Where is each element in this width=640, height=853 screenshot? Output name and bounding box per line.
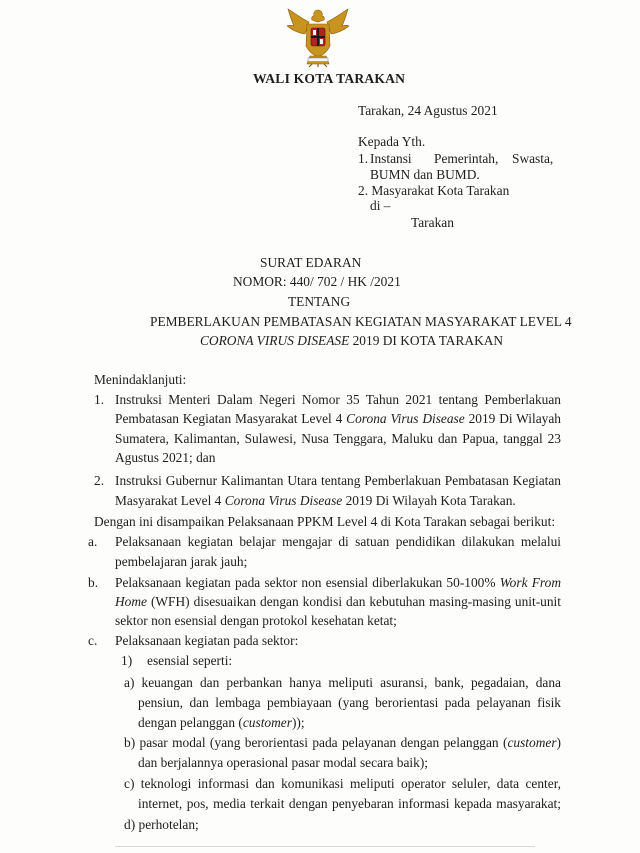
item-a-line-2: pembelajaran jarak jauh; bbox=[115, 554, 248, 569]
sub-a-line-3-a: dengan pelanggan ( bbox=[138, 715, 243, 730]
item-b-line-2 bbox=[115, 593, 561, 610]
point-1-line-1: Instruksi Menteri Dalam Negeri Nomor 35 Tahun 2021 tentang Pemberlakuan bbox=[115, 392, 561, 407]
item-c-number: c. bbox=[88, 633, 98, 648]
point-1-line-4: Agustus 2021; dan bbox=[115, 450, 216, 465]
item-b-line-1-a: Pelaksanaan kegiatan pada sektor non esensial diberlakukan 50-100% bbox=[115, 575, 500, 590]
heading-subject-line-1: PEMBERLAKUAN PEMBATASAN KEGIATAN MASYARAKAT LEVEL 4 bbox=[150, 314, 572, 329]
item-b-number: b. bbox=[88, 575, 99, 590]
point-1-number: 1. bbox=[94, 392, 105, 407]
point-2-number: 2. bbox=[94, 473, 105, 488]
point-1-line-2-italic: Corona Virus Disease bbox=[346, 411, 465, 426]
sub-b-line-1-b: ) bbox=[556, 735, 561, 750]
item-a-line-1: Pelaksanaan kegiatan belajar mengajar di satuan pendidikan dilakukan melalui bbox=[115, 534, 561, 549]
point-2-line-2-b: 2019 Di Wilayah Kota Tarakan. bbox=[342, 493, 516, 508]
item-b-line-3: sektor non esensial dengan protokol kesehatan ketat; bbox=[115, 613, 397, 628]
recipient-item-1-word-c: Swasta, bbox=[512, 151, 554, 166]
point-2-line-2-a: Masyarakat Level 4 bbox=[115, 493, 225, 508]
point-1-line-2 bbox=[115, 410, 561, 427]
item-b-line-2-italic: Home bbox=[115, 594, 147, 609]
sub-a-line-2: pensiun, dan lembaga pembiayaan (yang berorientasi pada pelayanan fisik bbox=[138, 695, 561, 710]
heading-subject-rest: 2019 DI KOTA TARAKAN bbox=[349, 333, 504, 348]
recipient-item-1-word-a: Instansi bbox=[370, 151, 412, 166]
sub-a-line-1: a) keuangan dan perbankan hanya meliputi asuransi, bank, pegadaian, dana bbox=[124, 675, 561, 690]
sub-c-line-1: c) teknologi informasi dan komunikasi meliputi operator seluler, data center, bbox=[124, 776, 561, 791]
item-c1-number: 1) bbox=[121, 653, 133, 668]
item-b-line-1 bbox=[115, 574, 561, 591]
sub-c-line-2: internet, pos, media terkait dengan penyebaran informasi kepada masyarakat; bbox=[138, 796, 561, 811]
recipient-item-1-num: 1. bbox=[358, 151, 369, 166]
heading-subject-italic: CORONA VIRUS DISEASE bbox=[200, 333, 350, 348]
sub-b-line-1 bbox=[124, 734, 561, 751]
letterhead-title: WALI KOTA TARAKAN bbox=[253, 71, 406, 86]
intro-text: Menindaklanjuti: bbox=[94, 372, 187, 387]
point-2-line-2 bbox=[115, 492, 516, 509]
page-bottom-edge bbox=[115, 846, 535, 847]
recipient-item-2: 2. Masyarakat Kota Tarakan bbox=[358, 183, 510, 198]
heading-subject-line-2 bbox=[200, 332, 503, 349]
point-2-line-2-italic: Corona Virus Disease bbox=[224, 493, 343, 508]
sub-d-line-1: d) perhotelan; bbox=[124, 817, 199, 832]
sub-b-line-2: dan berjalannya operasional pasar modal secara baik); bbox=[138, 755, 428, 770]
item-b-line-1-italic: Work From bbox=[499, 575, 561, 590]
item-c-line-1: Pelaksanaan kegiatan pada sektor: bbox=[115, 633, 299, 648]
letter-date: Tarakan, 24 Agustus 2021 bbox=[358, 103, 498, 118]
sub-a-line-3-b: )); bbox=[291, 715, 305, 730]
point-1-line-2-a: Pembatasan Kegiatan Masyarakat Level 4 bbox=[115, 411, 347, 426]
heading-surat-edaran: SURAT EDARAN bbox=[260, 255, 362, 270]
sub-b-line-1-a: b) pasar modal (yang berorientasi pada pelayanan dengan pelanggan ( bbox=[124, 735, 508, 750]
heading-tentang: TENTANG bbox=[288, 294, 351, 309]
point-1-line-2-b: 2019 Di Wilayah bbox=[464, 411, 562, 426]
point-1-line-3: Sumatera, Kalimantan, Sulawesi, Nusa Tenggara, Maluku dan Papua, tanggal 23 bbox=[115, 431, 561, 446]
garuda-emblem-icon bbox=[285, 6, 351, 68]
recipient-item-1-line-2: BUMN dan BUMD. bbox=[370, 167, 480, 182]
announce-text: Dengan ini disampaikan Pelaksanaan PPKM Level 4 di Kota Tarakan sebagai berikut: bbox=[94, 514, 556, 529]
sub-b-line-1-italic: customer bbox=[507, 735, 557, 750]
sub-a-line-3 bbox=[138, 714, 305, 731]
item-c1-line-1: esensial seperti: bbox=[147, 653, 233, 668]
point-2-line-1: Instruksi Gubernur Kalimantan Utara tentang Pemberlakuan Pembatasan Kegiatan bbox=[115, 473, 561, 488]
recipient-di: di – bbox=[370, 198, 391, 213]
recipient-greeting: Kepada Yth. bbox=[358, 134, 426, 149]
heading-nomor: NOMOR: 440/ 702 / HK /2021 bbox=[233, 274, 401, 289]
recipient-place: Tarakan bbox=[411, 215, 454, 230]
item-b-line-2-b: (WFH) disesuaikan dengan kondisi dan kebutuhan masing-masing unit-unit bbox=[146, 594, 561, 609]
item-a-number: a. bbox=[88, 534, 98, 549]
recipient-item-1-word-b: Pemerintah, bbox=[434, 151, 499, 166]
sub-a-line-3-italic: customer bbox=[242, 715, 292, 730]
